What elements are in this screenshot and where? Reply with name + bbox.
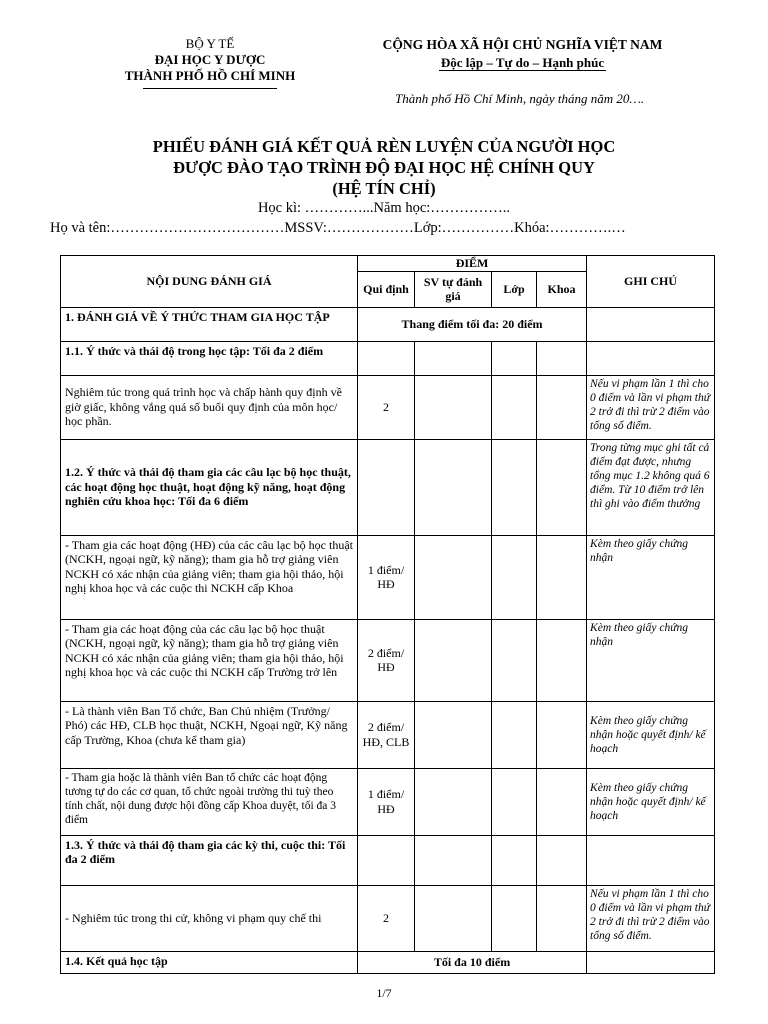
table-header-row <box>61 256 715 272</box>
score-cell <box>358 835 415 885</box>
table-row <box>61 701 715 768</box>
score-cell <box>358 439 415 535</box>
class-cell <box>492 835 537 885</box>
row-content: - Nghiêm túc trong thi cử, không vi phạm quy chế thi <box>61 885 358 951</box>
header-divider <box>143 88 277 89</box>
row-note <box>587 307 715 341</box>
row-span: Tối đa 10 điểm <box>358 951 587 973</box>
faculty-cell <box>537 341 587 375</box>
self-cell <box>415 835 492 885</box>
doc-title-line2: ĐƯỢC ĐÀO TẠO TRÌNH ĐỘ ĐẠI HỌC HỆ CHÍNH QUY <box>173 158 595 177</box>
row-content: 1.4. Kết quả học tập <box>61 951 358 973</box>
row-content: - Là thành viên Ban Tổ chức, Ban Chủ nhiệm (Trưởng/ Phó) các HĐ, CLB học thuật, NCKH, Ngoại ngữ, Kỹ năng cấp Trường, Khoa (chưa kể tham gia) <box>61 701 358 768</box>
self-cell <box>415 768 492 835</box>
header-rule: Qui định <box>358 271 415 307</box>
row-content: Nghiêm túc trong quá trình học và chấp hành quy định về giờ giấc, không vắng quá số buổi quy định của môn học/ học phần. <box>61 375 358 439</box>
row-content: - Tham gia các hoạt động (HĐ) của các câu lạc bộ học thuật (NCKH, ngoại ngữ, kỹ năng); tham gia hỗ trợ giảng viên NCKH có xác nhận của giảng viên; tham gia hội thảo, hội nghị khoa học và các cuộc thi NCKH cấp Khoa <box>61 535 358 619</box>
class-cell <box>492 375 537 439</box>
republic-name: CỘNG HÒA XÃ HỘI CHỦ NGHĨA VIỆT NAM <box>382 37 663 52</box>
university-name: ĐẠI HỌC Y DƯỢC <box>154 52 266 67</box>
row-content: 1.3. Ý thức và thái độ tham gia các kỳ thi, cuộc thi: Tối đa 2 điểm <box>61 835 358 885</box>
header-self: SV tự đánh giá <box>415 271 492 307</box>
faculty-cell <box>537 701 587 768</box>
self-cell <box>415 375 492 439</box>
table-row <box>61 768 715 835</box>
row-note: Nếu vi phạm lần 1 thì cho 0 điểm và lần vi phạm thứ 2 trở đi thì trừ 2 điểm vào tổng số điểm. <box>587 375 715 439</box>
faculty-cell <box>537 375 587 439</box>
semester-field: Học kì: …………...Năm học:…………….. <box>257 200 511 216</box>
city-name: THÀNH PHỐ HỒ CHÍ MINH <box>124 68 296 83</box>
row-note: Kèm theo giấy chứng nhận <box>587 619 715 701</box>
row-note <box>587 835 715 885</box>
score-cell <box>358 341 415 375</box>
class-cell <box>492 619 537 701</box>
table-row <box>61 439 715 535</box>
header-note: GHI CHÚ <box>587 256 715 308</box>
class-cell <box>492 768 537 835</box>
row-note: Kèm theo giấy chứng nhận <box>587 535 715 619</box>
row-note: Kèm theo giấy chứng nhận hoặc quyết định/ kế hoạch <box>587 768 715 835</box>
faculty-cell <box>537 439 587 535</box>
score-cell: 2 điểm/ HĐ, CLB <box>358 701 415 768</box>
faculty-cell <box>537 835 587 885</box>
class-cell <box>492 535 537 619</box>
row-content: 1.2. Ý thức và thái độ tham gia các câu lạc bộ học thuật, các hoạt động học thuật, hoạt động kỹ năng, hoạt động nghiên cứu khoa học: Tối đa 6 điểm <box>61 439 358 535</box>
self-cell <box>415 535 492 619</box>
header-content: NỘI DUNG ĐÁNH GIÁ <box>61 256 358 308</box>
self-cell <box>415 885 492 951</box>
faculty-cell <box>537 535 587 619</box>
class-cell <box>492 885 537 951</box>
ministry-name: BỘ Y TẾ <box>185 36 235 51</box>
self-cell <box>415 439 492 535</box>
self-cell <box>415 701 492 768</box>
row-note <box>587 951 715 973</box>
table-row <box>61 307 715 341</box>
faculty-cell <box>537 768 587 835</box>
row-note: Kèm theo giấy chứng nhận hoặc quyết định/ kế hoạch <box>587 701 715 768</box>
score-cell: 2 điểm/ HĐ <box>358 619 415 701</box>
score-cell: 1 điểm/ HĐ <box>358 768 415 835</box>
table-row <box>61 341 715 375</box>
row-content: - Tham gia các hoạt động của các câu lạc bộ học thuật (NCKH, ngoại ngữ, kỹ năng); tham gia hỗ trợ giảng viên NCKH có xác nhận của giảng viên; tham gia hội thảo, hội nghị khoa học và các cuộc thi NCKH cấp Trường trở lên <box>61 619 358 701</box>
class-cell <box>492 341 537 375</box>
row-content: 1. ĐÁNH GIÁ VỀ Ý THỨC THAM GIA HỌC TẬP <box>61 307 358 341</box>
evaluation-table <box>60 255 715 974</box>
page-number: 1/7 <box>376 986 392 1000</box>
table-row <box>61 619 715 701</box>
class-cell <box>492 439 537 535</box>
header-faculty: Khoa <box>537 271 587 307</box>
header-score: ĐIỂM <box>358 256 587 272</box>
table-row <box>61 535 715 619</box>
issuer-block <box>100 36 320 89</box>
header-class: Lớp <box>492 271 537 307</box>
row-span: Thang điểm tối đa: 20 điểm <box>358 307 587 341</box>
self-cell <box>415 341 492 375</box>
table-row <box>61 951 715 973</box>
row-content: - Tham gia hoặc là thành viên Ban tổ chức các hoạt động tương tự do các cơ quan, tổ chức ngoài trường thi tuỳ theo tính chất, nội dung được hội đồng cấp Khoa duyệt, tối đa 3 điểm <box>61 768 358 835</box>
row-note <box>587 341 715 375</box>
class-cell <box>492 701 537 768</box>
faculty-cell <box>537 885 587 951</box>
row-note: Nếu vi phạm lần 1 thì cho 0 điểm và lần vi phạm thứ 2 trở đi thì trừ 2 điểm vào tổng số điểm. <box>587 885 715 951</box>
table-row <box>61 375 715 439</box>
score-cell: 2 <box>358 375 415 439</box>
table-row <box>61 885 715 951</box>
faculty-cell <box>537 619 587 701</box>
self-cell <box>415 619 492 701</box>
score-cell: 1 điểm/ HĐ <box>358 535 415 619</box>
national-motto: Độc lập – Tự do – Hạnh phúc <box>440 55 605 70</box>
date-line: Thành phố Hồ Chí Minh, ngày tháng năm 20…. <box>395 91 645 106</box>
student-field: Họ và tên:………………………………MSSV:………………Lớp:……………Khóa:………….… <box>50 220 626 236</box>
doc-title-line1: PHIẾU ĐÁNH GIÁ KẾT QUẢ RÈN LUYỆN CỦA NGƯỜI HỌC <box>152 137 616 156</box>
national-header <box>350 36 695 72</box>
row-note: Trong từng mục ghi tất cả điểm đạt được, nhưng tổng mục 1.2 không quá 6 điểm. Từ 10 điểm trở lên thì ghi vào điểm thưởng <box>587 439 715 535</box>
row-content: 1.1. Ý thức và thái độ trong học tập: Tối đa 2 điểm <box>61 341 358 375</box>
table-row <box>61 835 715 885</box>
score-cell: 2 <box>358 885 415 951</box>
doc-title-line3: (HỆ TÍN CHỈ) <box>332 179 436 198</box>
